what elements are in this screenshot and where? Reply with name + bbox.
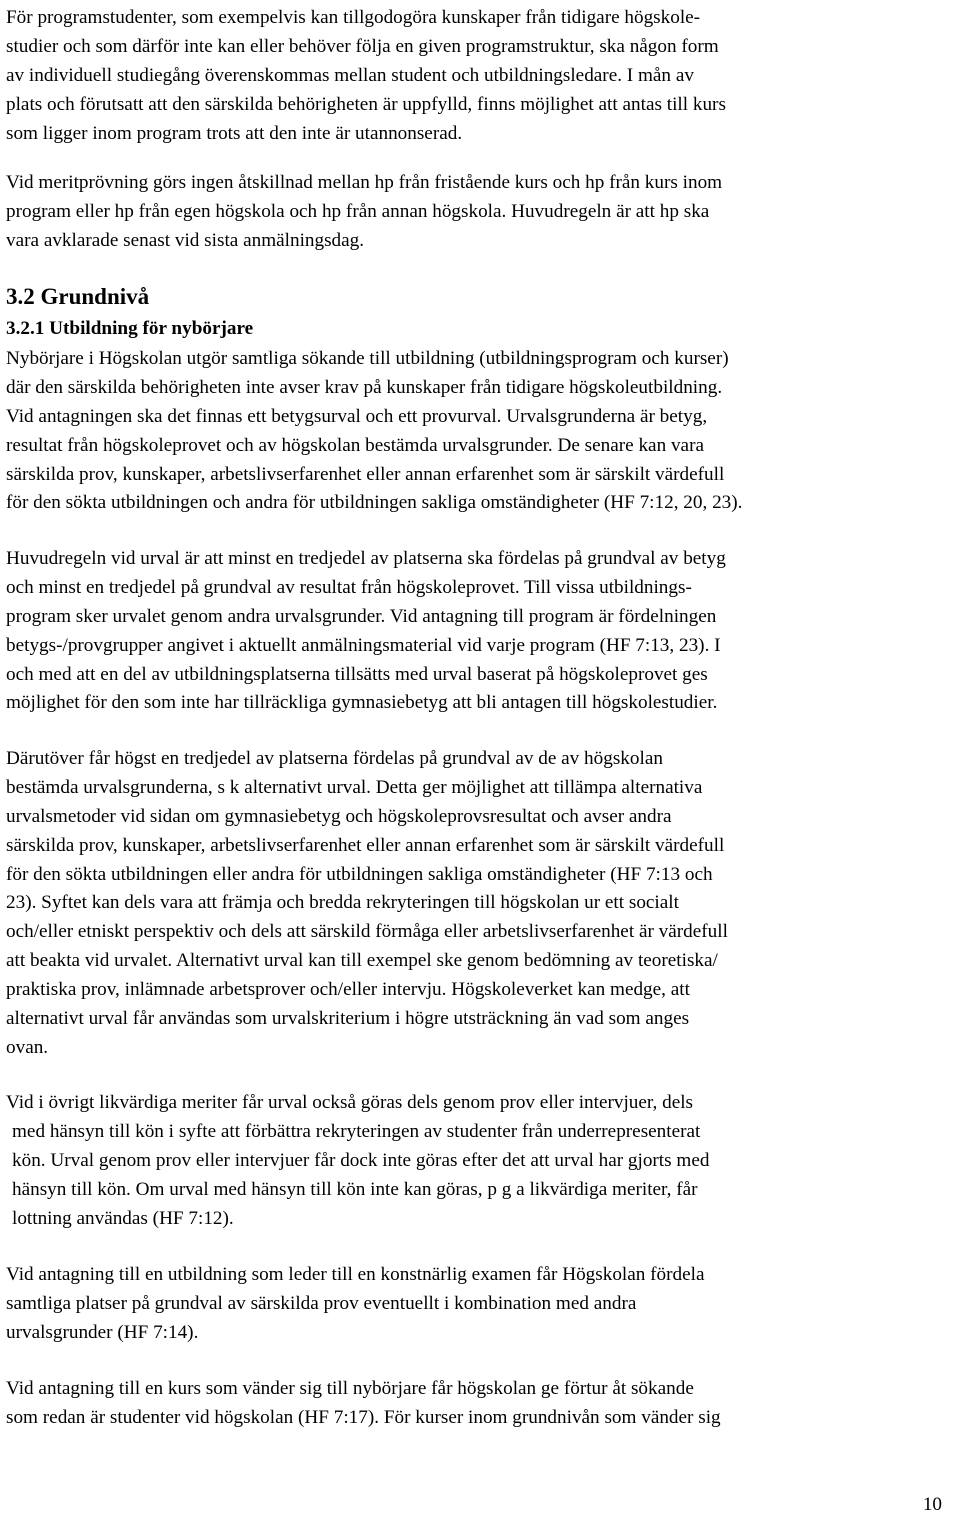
text-line: som ligger inom program trots att den inte är utannonserad. bbox=[6, 122, 463, 144]
text-line: program eller hp från egen högskola och hp från annan högskola. Huvudregeln är att hp ska bbox=[6, 200, 710, 222]
text-line: där den särskilda behörigheten inte avser krav på kunskaper från tidigare högskoleutbildning. bbox=[6, 376, 723, 398]
paragraph-artistic-degree bbox=[6, 1261, 946, 1348]
text-line: och med att en del av utbildningsplatserna tillsätts med urval baserat på högskoleprovet ges bbox=[6, 663, 708, 685]
text-line: program sker urvalet genom andra urvalsgrunder. Vid antagning till program är fördelningen bbox=[6, 605, 717, 627]
text-line: praktiska prov, inlämnade arbetsprover och/eller intervju. Högskoleverket kan medge, att bbox=[6, 979, 690, 1001]
section-heading: 3.2 Grundnivå bbox=[6, 284, 150, 309]
text-line: betygs-/provgrupper angivet i aktuellt anmälningsmaterial vid varje program (HF 7:13, 23). I bbox=[6, 634, 721, 656]
text-line: att beakta vid urvalet. Alternativt urval kan till exempel ske genom bedömning av teoretiska/ bbox=[6, 950, 718, 972]
text-line: möjlighet för den som inte har tillräckliga gymnasiebetyg att bli antagen till högskolestudier. bbox=[6, 692, 718, 714]
text-line: av individuell studiegång överenskommas mellan student och utbildningsledare. I mån av bbox=[6, 64, 694, 86]
text-line: Nybörjare i Högskolan utgör samtliga sökande till utbildning (utbildningsprogram och kurser) bbox=[6, 348, 729, 369]
paragraph-equal-merits bbox=[6, 1089, 946, 1233]
subsection-heading: 3.2.1 Utbildning för nybörjare bbox=[6, 318, 254, 339]
text-line: urvalsmetoder vid sidan om gymnasiebetyg och högskoleprovsresultat och avser andra bbox=[6, 805, 672, 827]
paragraph-beginners bbox=[6, 345, 946, 518]
text-line: och minst en tredjedel på grundval av resultat från högskoleprovet. Till vissa utbildnings- bbox=[6, 576, 692, 598]
paragraph-main-rule bbox=[6, 545, 946, 718]
paragraph-merit-review bbox=[6, 169, 946, 256]
text-line: Vid meritprövning görs ingen åtskillnad mellan hp från fristående kurs och hp från kurs inom bbox=[6, 172, 723, 193]
text-line: med hänsyn till kön i syfte att förbättra rekryteringen av studenter från underrepresenterat bbox=[12, 1120, 701, 1142]
text-line: resultat från högskoleprovet och av högskolan bestämda urvalsgrunder. De senare kan vara bbox=[6, 434, 704, 456]
text-line: för den sökta utbildningen och andra för utbildningen sakliga omständigheter (HF 7:12, 20, 23). bbox=[6, 492, 743, 514]
text-line: urvalsgrunder (HF 7:14). bbox=[6, 1321, 199, 1343]
text-line: 23). Syftet kan dels vara att främja och bredda rekryteringen till högskolan ur ett socialt bbox=[6, 892, 679, 914]
text-line: för den sökta utbildningen eller andra för utbildningen sakliga omständigheter (HF 7:13 och bbox=[6, 863, 713, 885]
text-line: särskilda prov, kunskaper, arbetslivserfarenhet eller annan erfarenhet som är särskilt värdefull bbox=[6, 463, 725, 485]
text-line: bestämda urvalsgrunderna, s k alternativt urval. Detta ger möjlighet att tillämpa alternativa bbox=[6, 776, 703, 798]
text-line: Vid antagningen ska det finnas ett betygsurval och ett provurval. Urvalsgrunderna är betyg, bbox=[6, 405, 708, 427]
text-line: samtliga platser på grundval av särskilda prov eventuellt i kombination med andra bbox=[6, 1292, 637, 1314]
text-line: ovan. bbox=[6, 1036, 49, 1058]
text-line: lottning användas (HF 7:12). bbox=[12, 1207, 234, 1229]
text-line: För programstudenter, som exempelvis kan tillgodogöra kunskaper från tidigare högskole- bbox=[6, 7, 701, 28]
text-line: alternativt urval får användas som urvalskriterium i högre utsträckning än vad som anges bbox=[6, 1008, 690, 1030]
text-line: vara avklarade senast vid sista anmälningsdag. bbox=[6, 229, 365, 251]
paragraph-alternative-selection bbox=[6, 745, 946, 1063]
text-line: hänsyn till kön. Om urval med hänsyn till kön inte kan göras, p g a likvärdiga meriter, får bbox=[12, 1178, 698, 1200]
text-line: plats och förutsatt att den särskilda behörigheten är uppfylld, finns möjlighet att antas till kurs bbox=[6, 93, 726, 115]
text-line: Vid antagning till en kurs som vänder sig till nybörjare får högskolan ge förtur åt sökande bbox=[6, 1378, 694, 1399]
text-line: Vid i övrigt likvärdiga meriter får urval också göras dels genom prov eller intervjuer, dels bbox=[6, 1092, 694, 1113]
paragraph-program-students bbox=[6, 4, 946, 148]
text-line: och/eller etniskt perspektiv och dels att särskild förmåga eller arbetslivserfarenhet är värdefull bbox=[6, 921, 728, 943]
text-line: särskilda prov, kunskaper, arbetslivserfarenhet eller annan erfarenhet som är särskilt värdefull bbox=[6, 834, 725, 856]
paragraph-priority bbox=[6, 1375, 946, 1433]
page-number: 10 bbox=[922, 1494, 942, 1515]
text-line: studier och som därför inte kan eller behöver följa en given programstruktur, ska någon form bbox=[6, 35, 719, 57]
text-line: Huvudregeln vid urval är att minst en tredjedel av platserna ska fördelas på grundval av betyg bbox=[6, 548, 726, 569]
text-line: som redan är studenter vid högskolan (HF 7:17). För kurser inom grundnivån som vänder sig bbox=[6, 1406, 721, 1428]
text-line: Vid antagning till en utbildning som leder till en konstnärlig examen får Högskolan fördela bbox=[6, 1264, 705, 1285]
text-line: Därutöver får högst en tredjedel av platserna fördelas på grundval av de av högskolan bbox=[6, 748, 663, 769]
text-line: kön. Urval genom prov eller intervjuer får dock inte göras efter det att urval har gjorts med bbox=[12, 1149, 710, 1171]
